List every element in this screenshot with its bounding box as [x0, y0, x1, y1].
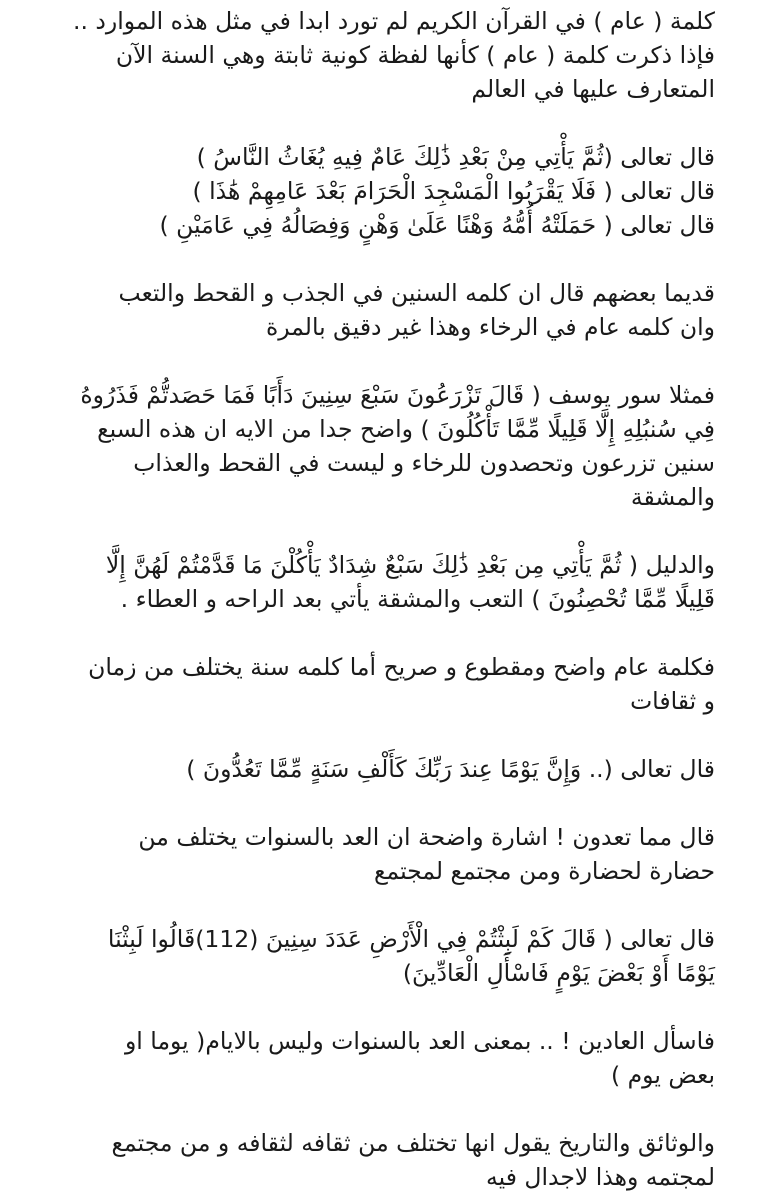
text-line: قديما بعضهم قال ان كلمه السنين في الجذب و القحط والتعب — [118, 279, 715, 307]
text-line: والوثائق والتاريخ يقول انها تختلف من ثقافه لثقافه و من مجتمع — [111, 1129, 715, 1157]
verse-line: قال تعالى ( فَلَا يَقْرَبُوا الْمَسْجِدَ الْحَرَامَ بَعْدَ عَامِهِمْ هَٰذَا ) — [192, 177, 715, 205]
paragraph-conclusion — [66, 650, 715, 718]
paragraph-counting — [66, 820, 715, 888]
paragraph-verses — [66, 140, 715, 242]
verse-line: قال تعالى ( قَالَ كَمْ لَبِثْتُمْ فِي الْأَرْضِ عَدَدَ سِنِينَ (112)قَالُوا لَبِثْنَا — [107, 925, 715, 953]
text-line: المتعارف عليها في العالم — [471, 75, 715, 103]
text-line: قَلِيلًا مِّمَّا تُحْصِنُونَ ) التعب والمشقة يأتي بعد الراحه و العطاء . — [120, 585, 715, 613]
verse-line: قال تعالى ( حَمَلَتْهُ أُمُّهُ وَهْنًا عَلَىٰ وَهْنٍ وَفِصَالُهُ فِي عَامَيْنِ ) — [159, 211, 715, 239]
text-line: قال مما تعدون ! اشارة واضحة ان العد بالسنوات يختلف من — [138, 823, 715, 851]
text-line: حضارة لحضارة ومن مجتمع لمجتمع — [373, 857, 715, 885]
paragraph-intro — [66, 4, 715, 106]
paragraph-verse-earth — [66, 922, 715, 990]
text-line: فكلمة عام واضح ومقطوع و صريح أما كلمه سنة يختلف من زمان — [88, 653, 715, 681]
verse-line: يَوْمًا أَوْ بَعْضَ يَوْمٍ فَاسْأَلِ الْعَادِّينَ) — [402, 959, 715, 987]
text-line: والمشقة — [630, 483, 715, 511]
text-line: فاسأل العادين ! .. بمعنى العد بالسنوات وليس بالايام( يوما او — [124, 1027, 715, 1055]
text-line: لمجتمه وهذا لاجدال فيه — [486, 1163, 715, 1191]
text-line: بعض يوم ) — [610, 1061, 715, 1089]
paragraph-documents — [66, 1126, 715, 1194]
verse-line: قال تعالى (.. وَإِنَّ يَوْمًا عِندَ رَبِّكَ كَأَلْفِ سَنَةٍ مِّمَّا تَعُدُّونَ ) — [186, 755, 715, 783]
verse-line: قال تعالى (ثُمَّ يَأْتِي مِنْ بَعْدِ ذَٰلِكَ عَامٌ فِيهِ يُغَاثُ النَّاسُ ) — [196, 143, 715, 171]
paragraph-verse-thousand — [66, 752, 715, 786]
text-line: فِي سُنبُلِهِ إِلَّا قَلِيلًا مِّمَّا تَأْكُلُونَ ) واضح جدا من الايه ان هذه السبع — [97, 415, 715, 443]
paragraph-ask-counters — [66, 1024, 715, 1092]
paragraph-evidence — [66, 548, 715, 616]
text-line: فإذا ذكرت كلمة ( عام ) كأنها لفظة كونية ثابتة وهي السنة الآن — [115, 41, 715, 69]
text-line: فمثلا سور يوسف ( قَالَ تَزْرَعُونَ سَبْعَ سِنِينَ دَأَبًا فَمَا حَصَدتُّمْ فَذَرُوهُ — [80, 381, 715, 409]
text-line: و ثقافات — [630, 687, 715, 715]
text-line: والدليل ( ثُمَّ يَأْتِي مِن بَعْدِ ذَٰلِكَ سَبْعٌ شِدَادٌ يَأْكُلْنَ مَا قَدَّمْتُمْ لَهُنَّ إِلَّا — [105, 551, 715, 579]
text-line: وان كلمه عام في الرخاء وهذا غير دقيق بالمرة — [265, 313, 715, 341]
text-line: سنين تزرعون وتحصدون للرخاء و ليست في القحط والعذاب — [133, 449, 715, 477]
paragraph-claim — [66, 276, 715, 344]
text-line: كلمة ( عام ) في القرآن الكريم لم تورد ابدا في مثل هذه الموارد .. — [72, 7, 715, 35]
paragraph-yusuf — [66, 378, 715, 514]
